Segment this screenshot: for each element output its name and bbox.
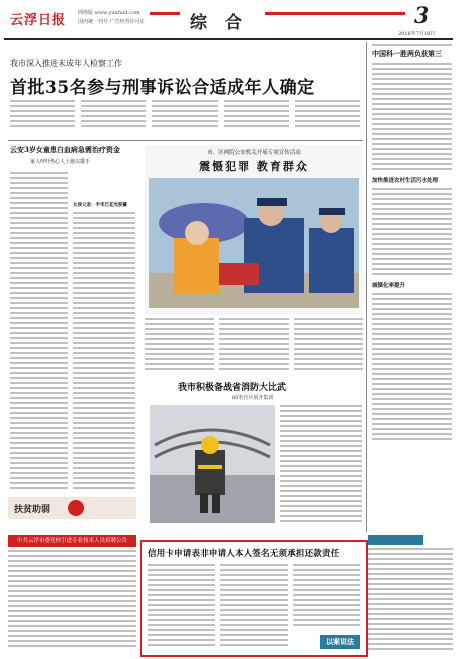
- header-rule-left: [150, 12, 180, 15]
- right-lower-column: [368, 535, 453, 653]
- fire-subhead: 60名官兵展开集训: [232, 395, 274, 401]
- page-number: 3: [414, 3, 430, 29]
- left-col-a: [10, 172, 68, 492]
- right-headline-1: 中国科一胜两负获第三: [372, 49, 442, 58]
- lead-kicker: 我市深入推进未成年人检察工作: [10, 59, 122, 68]
- case-law-tag: 以案说法: [320, 635, 360, 649]
- lead-headline: 首批35名参与刑事诉讼合适成年人确定: [10, 78, 315, 98]
- right-column-rule: [366, 42, 367, 532]
- masthead-logo: 云浮日报: [10, 13, 67, 28]
- masthead-line1: 网络版 www.yunfuid.com: [78, 10, 140, 16]
- header-rule-right: [265, 12, 405, 15]
- left-story: [10, 145, 135, 171]
- legal-story-box: [140, 540, 368, 657]
- masthead-divider: [4, 38, 453, 40]
- legal-headline: 信用卡申请表非申请人本人签名无须承担还款责任: [148, 549, 340, 559]
- fire-body: [280, 405, 362, 525]
- fire-headline: 我市积极备战省消防大比武: [178, 383, 287, 393]
- photo-story: [145, 145, 363, 315]
- heart-icon: [68, 500, 84, 516]
- lead-divider: [8, 140, 363, 141]
- aid-banner-label: 扶贫助弱: [14, 505, 51, 515]
- right-headline-2: 加快推进农村生活污水处理: [372, 178, 439, 184]
- right-column: [372, 44, 452, 443]
- masthead-line2: 国内统一刊号 广告经营许可证: [78, 19, 145, 25]
- fire-photo: [150, 405, 275, 523]
- notice-body: [8, 550, 136, 654]
- photo-headline: 震慑犯罪 教育群众: [199, 160, 309, 173]
- police-photo: [149, 178, 359, 308]
- right-lower-tag: [368, 535, 423, 545]
- left-headline: 云安3岁女童患白血病急需治疗资金: [10, 145, 120, 154]
- left-subsection: 女孩父亲：手术已花光积蓄: [73, 203, 127, 208]
- lead-body: [10, 100, 360, 132]
- left-col-b: [73, 172, 135, 492]
- left-subhead: 家人呼吁热心人士施以援手: [30, 159, 91, 165]
- fire-photo-illustration: [150, 405, 275, 523]
- recruitment-notice: 中共云浮市委党校引进专业技术人员招聘公告: [8, 535, 136, 547]
- photo-story-body: [145, 318, 363, 376]
- aid-banner: [8, 497, 136, 519]
- right-headline-3: 城镇化率提升: [372, 283, 406, 289]
- section-title: 综 合: [190, 13, 248, 33]
- issue-date: 2016年7月18日: [398, 31, 436, 37]
- photo-kicker: 市、区两院公安机关开展专项宣传活动: [207, 150, 301, 156]
- police-photo-illustration: [149, 178, 359, 308]
